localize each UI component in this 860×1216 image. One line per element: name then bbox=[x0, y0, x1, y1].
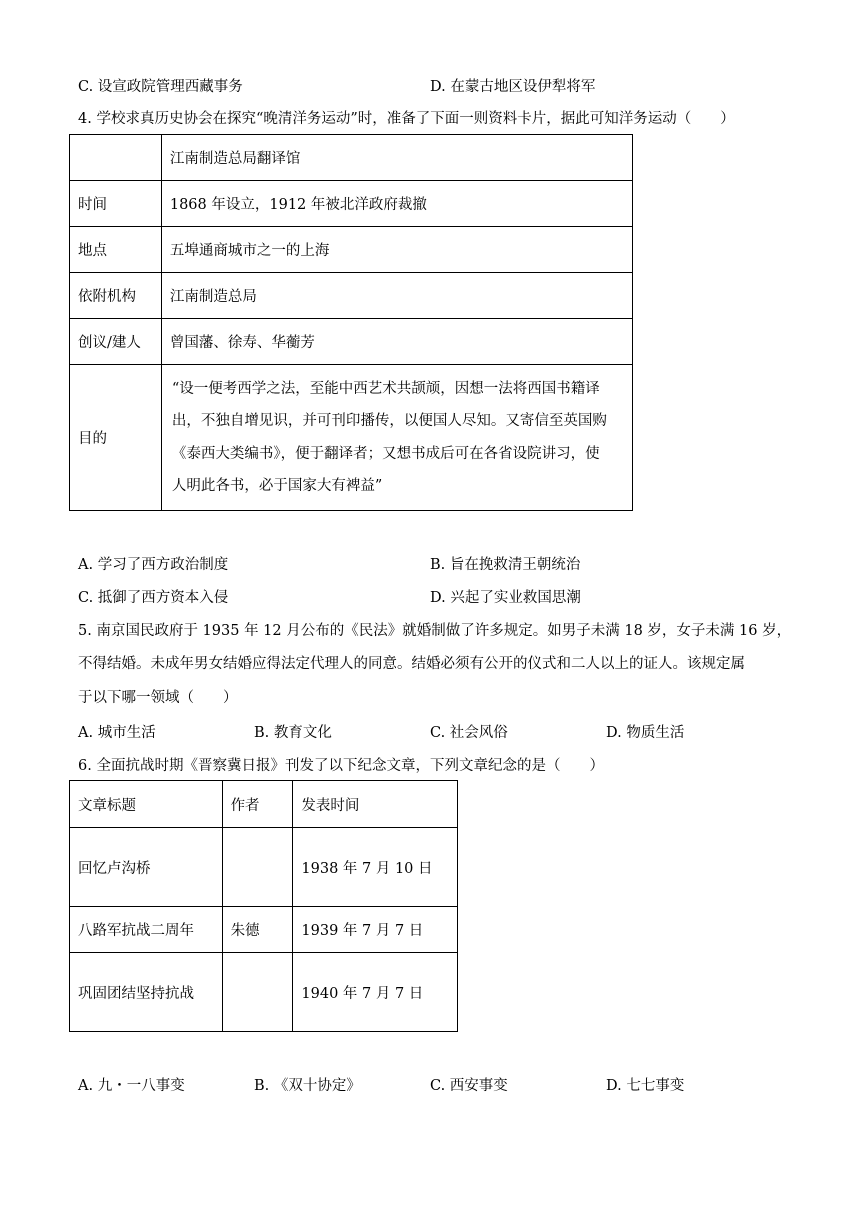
q4-option-a: A. 学习了西方政治制度 bbox=[78, 557, 229, 573]
q5-stem-line-1: 5. 南京国民政府于 1935 年 12 月公布的《民法》就婚制做了许多规定。如男子未满 18 岁，女子未满 16 岁， bbox=[78, 623, 792, 639]
q4-purpose-line: 《泰西大类编书》，便于翻译者；又想书成后可在各省设院讲习，使 bbox=[171, 445, 600, 462]
q4-row-value: 江南制造总局 bbox=[161, 273, 632, 319]
q4-purpose-line: 出，不独自增见识，并可刊印播传，以便国人尽知。又寄信至英国购 bbox=[171, 413, 607, 429]
q6-cell-title: 回忆卢沟桥 bbox=[70, 828, 223, 907]
q4-row-value: 1868 年设立，1912 年被北洋政府裁撤 bbox=[161, 181, 632, 227]
q4-row-label: 创议/建人 bbox=[70, 319, 162, 365]
q6-cell-date: 1940 年 7 月 7 日 bbox=[293, 953, 458, 1032]
q4-info-table bbox=[69, 134, 633, 511]
q5-stem-line-3: 于以下哪一领域（ ） bbox=[78, 690, 238, 706]
q6-cell-date: 1939 年 7 月 7 日 bbox=[293, 907, 458, 953]
q4-purpose-label: 目的 bbox=[70, 365, 162, 511]
q5-option-b: B. 教育文化 bbox=[254, 725, 332, 741]
q6-option-d: D. 七七事变 bbox=[606, 1078, 685, 1094]
q5-option-c: C. 社会风俗 bbox=[430, 725, 508, 741]
q6-stem: 6. 全面抗战时期《晋察冀日报》刊发了以下纪念文章，下列文章纪念的是（ ） bbox=[78, 758, 604, 774]
q3-option-c: C. 设宣政院管理西藏事务 bbox=[78, 79, 243, 95]
q6-cell-author bbox=[222, 828, 293, 907]
q4-purpose-quote bbox=[161, 365, 632, 511]
q6-cell-title: 巩固团结坚持抗战 bbox=[70, 953, 223, 1032]
q6-cell-date: 1938 年 7 月 10 日 bbox=[293, 828, 458, 907]
q4-stem: 4. 学校求真历史协会在探究“晚清洋务运动”时，准备了下面一则资料卡片，据此可知洋务运动（ ） bbox=[78, 111, 735, 127]
q6-cell-author bbox=[222, 953, 293, 1032]
q4-option-d: D. 兴起了实业救国思潮 bbox=[430, 590, 581, 606]
q6-cell-author: 朱德 bbox=[222, 907, 293, 953]
q6-cell-title: 八路军抗战二周年 bbox=[70, 907, 223, 953]
q4-row-label: 依附机构 bbox=[70, 273, 162, 319]
q4-purpose-line: 人明此各书，必于国家大有裨益” bbox=[171, 478, 383, 494]
q4-row-label: 地点 bbox=[70, 227, 162, 273]
q6-option-a: A. 九・一八事变 bbox=[78, 1078, 185, 1094]
q6-header-title: 文章标题 bbox=[70, 781, 223, 828]
q6-option-b: B. 《双十协定》 bbox=[254, 1078, 361, 1094]
q4-table-corner bbox=[70, 135, 162, 181]
q5-stem-line-2: 不得结婚。未成年男女结婚应得法定代理人的同意。结婚必须有公开的仪式和二人以上的证人。该规定属 bbox=[78, 656, 745, 672]
q4-row-value: 曾国藩、徐寿、华蘅芳 bbox=[161, 319, 632, 365]
q5-option-a: A. 城市生活 bbox=[78, 725, 156, 741]
q6-header-date: 发表时间 bbox=[293, 781, 458, 828]
q3-option-d: D. 在蒙古地区设伊犁将军 bbox=[430, 79, 596, 95]
q4-purpose-line: “设一便考西学之法，至能中西艺术共颉颃，因想一法将西国书籍译 bbox=[171, 380, 600, 397]
q4-row-value: 五埠通商城市之一的上海 bbox=[161, 227, 632, 273]
q6-option-c: C. 西安事变 bbox=[430, 1078, 508, 1094]
q4-option-b: B. 旨在挽救清王朝统治 bbox=[430, 557, 581, 573]
q5-option-d: D. 物质生活 bbox=[606, 725, 685, 741]
q4-table-title: 江南制造总局翻译馆 bbox=[161, 135, 632, 181]
q4-option-c: C. 抵御了西方资本入侵 bbox=[78, 590, 229, 606]
q4-row-label: 时间 bbox=[70, 181, 162, 227]
q6-header-author: 作者 bbox=[222, 781, 293, 828]
q6-articles-table bbox=[69, 780, 458, 1032]
